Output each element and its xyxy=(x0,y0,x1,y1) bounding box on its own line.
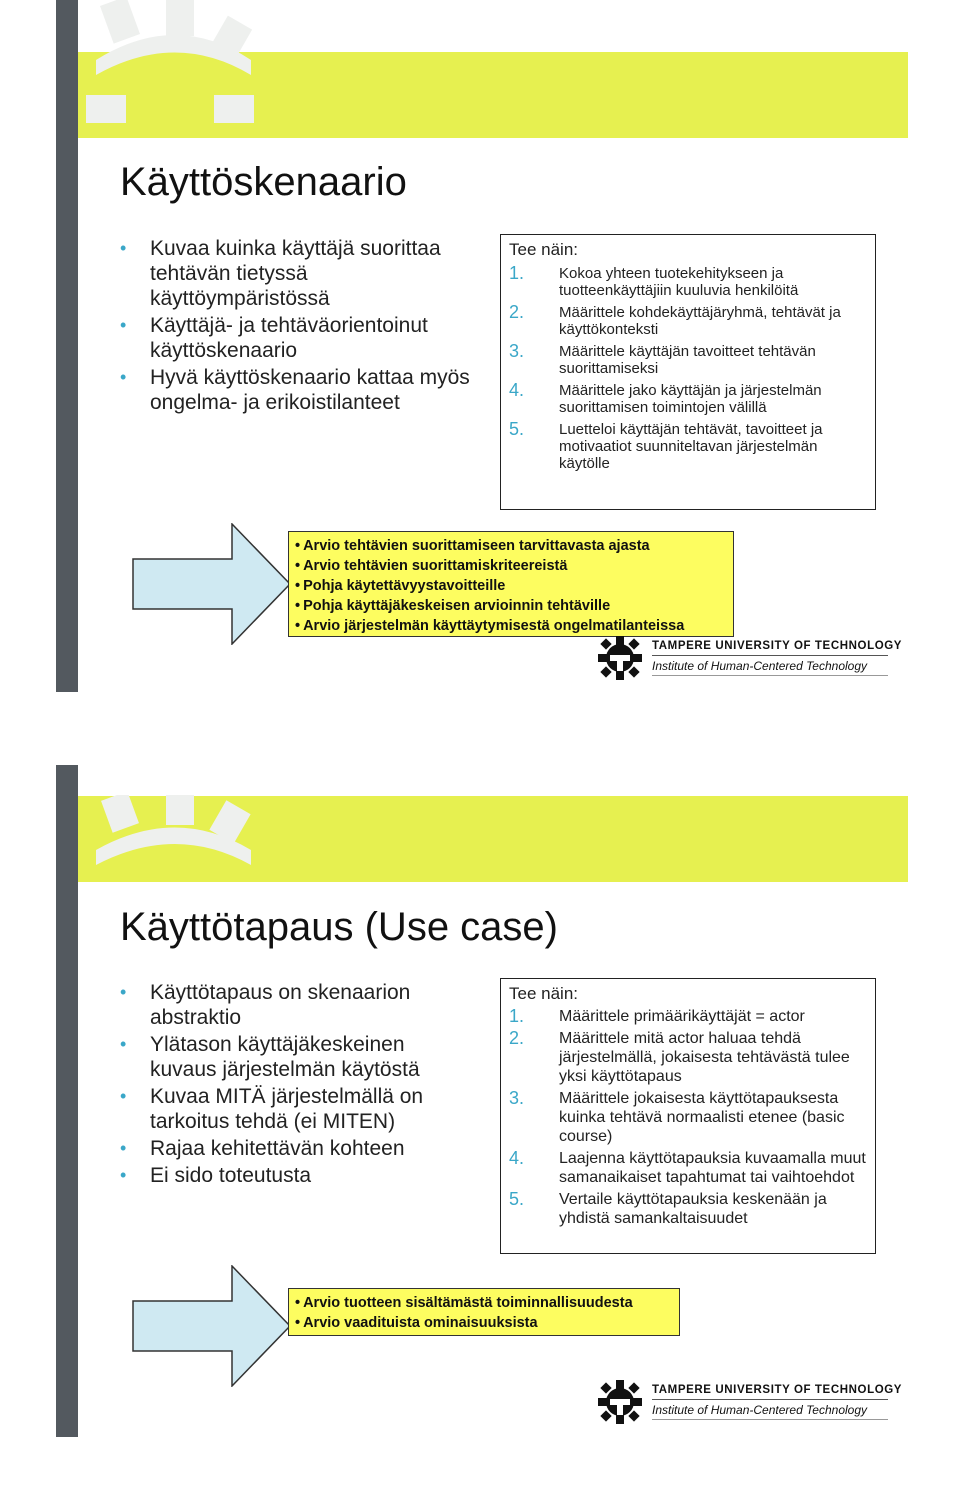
outcomes-box xyxy=(288,1288,680,1336)
outcome-item: • Arvio tehtävien suorittamiseen tarvittavasta ajasta xyxy=(295,538,650,554)
outcome-item: • Pohja käyttäjäkeskeisen arvioinnin tehtäville xyxy=(295,598,611,614)
slide-1 xyxy=(0,0,960,744)
bullet-dot-icon: • xyxy=(120,238,127,258)
logo-divider xyxy=(652,1419,888,1420)
outcome-item: • Arvio tuotteen sisältämästä toiminnallisuudesta xyxy=(295,1295,633,1311)
bullet-dot-icon: • xyxy=(120,1165,127,1185)
step-item: 4. Määrittele jako käyttäjän ja järjestelmän suorittamisen toimintojen välillä xyxy=(509,380,822,416)
steps-list xyxy=(509,265,869,472)
logo-divider xyxy=(652,675,888,676)
gear-watermark-icon xyxy=(86,0,256,140)
outcomes-box xyxy=(288,531,734,637)
slide-2 xyxy=(0,745,960,1489)
bullet-item: • Rajaa kehitettävän kohteen xyxy=(120,1137,405,1160)
university-logo xyxy=(598,1380,903,1430)
step-item: 2. Määrittele kohdekäyttäjäryhmä, tehtävät ja käyttökonteksti xyxy=(509,302,841,338)
step-item: 5. Luetteloi käyttäjän tehtävät, tavoitteet ja motivaatiot suunniteltavan järjestelmän käytölle xyxy=(509,419,823,472)
instructions-heading: Tee näin: xyxy=(509,984,578,1003)
bullet-item: • Ylätason käyttäjäkeskeinen kuvaus järjestelmän käytöstä xyxy=(120,1033,420,1081)
bullet-item: • Ei sido toteutusta xyxy=(120,1164,312,1187)
bullet-list xyxy=(120,980,470,1190)
side-bar xyxy=(56,765,78,1437)
tut-gear-logo-icon xyxy=(598,1380,642,1424)
bullet-item: • Käyttäjä- ja tehtäväorientoinut käyttöskenaario xyxy=(120,314,428,362)
side-bar xyxy=(56,0,78,692)
step-item: 3. Määrittele käyttäjän tavoitteet tehtävän suorittamiseksi xyxy=(509,341,816,377)
logo-subtitle: Institute of Human-Centered Technology xyxy=(652,1403,868,1417)
bullet-item: • Käyttötapaus on skenaarion abstraktio xyxy=(120,981,411,1029)
university-logo xyxy=(598,636,903,686)
bullet-item: • Kuvaa kuinka käyttäjä suorittaa tehtävän tietyssä käyttöympäristössä xyxy=(120,237,441,310)
bullet-dot-icon: • xyxy=(120,1086,127,1106)
page-title: Käyttöskenaario xyxy=(120,160,407,204)
bullet-dot-icon: • xyxy=(120,1034,127,1054)
logo-divider xyxy=(652,655,888,656)
bullet-dot-icon: • xyxy=(120,1138,127,1158)
instructions-heading: Tee näin: xyxy=(509,240,578,259)
gear-watermark-icon xyxy=(86,795,256,885)
right-arrow-icon xyxy=(132,523,292,645)
bullet-dot-icon: • xyxy=(120,315,127,335)
logo-subtitle: Institute of Human-Centered Technology xyxy=(652,659,868,673)
step-item: 1. Määrittele primäärikäyttäjät = actor xyxy=(509,1006,805,1026)
bullet-dot-icon: • xyxy=(120,367,127,387)
outcome-item: • Pohja käytettävyystavoitteille xyxy=(295,578,506,594)
step-item: 1. Kokoa yhteen tuotekehitykseen ja tuotteenkäyttäjiin kuuluvia henkilöitä xyxy=(509,263,799,299)
step-item: 2. Määrittele mitä actor haluaa tehdä järjestelmällä, jokaisesta tehtävästä tulee yksi käyttötapaus xyxy=(509,1028,850,1085)
bullet-list xyxy=(120,236,470,417)
instructions-box xyxy=(500,978,876,1254)
bullet-item: • Hyvä käyttöskenaario kattaa myös ongelma- ja erikoistilanteet xyxy=(120,366,470,414)
instructions-box xyxy=(500,234,876,510)
step-item: 3. Määrittele jokaisesta käyttötapauksesta kuinka tehtävä normaalisti etenee (basic course) xyxy=(509,1088,845,1145)
bullet-item: • Kuvaa MITÄ järjestelmällä on tarkoitus tehdä (ei MITEN) xyxy=(120,1085,424,1133)
steps-list xyxy=(509,1007,869,1228)
page-title: Käyttötapaus (Use case) xyxy=(120,905,558,949)
outcome-item: • Arvio vaadituista ominaisuuksista xyxy=(295,1315,538,1331)
outcome-item: • Arvio järjestelmän käyttäytymisestä ongelmatilanteissa xyxy=(295,618,685,634)
bullet-dot-icon: • xyxy=(120,982,127,1002)
logo-name: TAMPERE UNIVERSITY OF TECHNOLOGY xyxy=(652,1384,903,1396)
logo-name: TAMPERE UNIVERSITY OF TECHNOLOGY xyxy=(652,640,903,652)
logo-divider xyxy=(652,1399,888,1400)
outcome-item: • Arvio tehtävien suorittamiskriteereistä xyxy=(295,558,568,574)
step-item: 4. Laajenna käyttötapauksia kuvaamalla muut samanaikaiset tapahtumat tai vaihtoehdot xyxy=(509,1148,866,1186)
right-arrow-icon xyxy=(132,1265,292,1387)
tut-gear-logo-icon xyxy=(598,636,642,680)
step-item: 5. Vertaile käyttötapauksia keskenään ja yhdistä samankaltaisuudet xyxy=(509,1189,827,1227)
